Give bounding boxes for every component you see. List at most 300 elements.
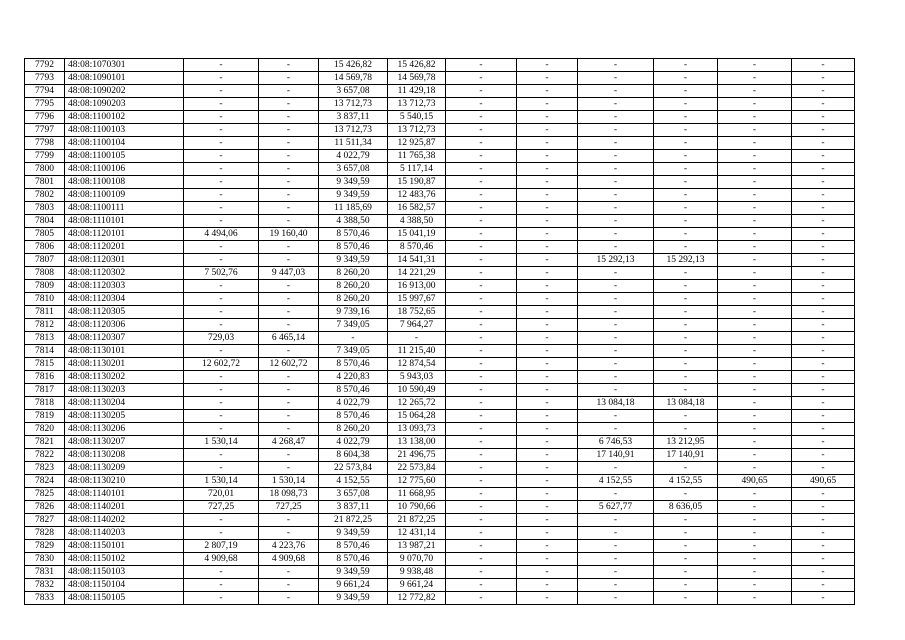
value-cell: - xyxy=(446,501,517,514)
value-cell: - xyxy=(654,540,718,553)
value-cell: 12 925,87 xyxy=(388,137,446,150)
value-cell: - xyxy=(792,397,855,410)
row-number-cell: 7818 xyxy=(25,397,65,410)
value-cell: - xyxy=(517,384,578,397)
value-cell: - xyxy=(259,98,319,111)
value-cell: - xyxy=(517,59,578,72)
row-number-cell: 7822 xyxy=(25,449,65,462)
table-row xyxy=(25,293,855,306)
value-cell: 15 292,13 xyxy=(654,254,718,267)
row-number-cell: 7814 xyxy=(25,345,65,358)
row-number-cell: 7800 xyxy=(25,163,65,176)
value-cell: 9 349,59 xyxy=(319,592,388,605)
row-number-cell: 7804 xyxy=(25,215,65,228)
cadastral-number-cell: 48:08:1130207 xyxy=(65,436,184,449)
value-cell: - xyxy=(578,514,654,527)
value-cell: - xyxy=(259,111,319,124)
value-cell: - xyxy=(517,228,578,241)
value-cell: - xyxy=(184,384,259,397)
value-cell: - xyxy=(446,410,517,423)
value-cell: - xyxy=(792,462,855,475)
value-cell: - xyxy=(446,306,517,319)
table-row xyxy=(25,436,855,449)
cadastral-number-cell: 48:08:1120303 xyxy=(65,280,184,293)
row-number-cell: 7808 xyxy=(25,267,65,280)
value-cell: - xyxy=(792,501,855,514)
value-cell: - xyxy=(718,137,792,150)
value-cell: - xyxy=(446,267,517,280)
value-cell: 21 496,75 xyxy=(388,449,446,462)
cadastral-number-cell: 48:08:1120304 xyxy=(65,293,184,306)
cadastral-number-cell: 48:08:1090202 xyxy=(65,85,184,98)
value-cell: - xyxy=(259,319,319,332)
cadastral-number-cell: 48:08:1150101 xyxy=(65,540,184,553)
value-cell: - xyxy=(517,202,578,215)
row-number-cell: 7792 xyxy=(25,59,65,72)
value-cell: 13 712,73 xyxy=(319,124,388,137)
cadastral-number-cell: 48:08:1110101 xyxy=(65,215,184,228)
value-cell: 13 712,73 xyxy=(388,124,446,137)
value-cell: - xyxy=(718,124,792,137)
table-row xyxy=(25,59,855,72)
value-cell: 8 570,46 xyxy=(319,358,388,371)
value-cell: 15 426,82 xyxy=(319,59,388,72)
value-cell: - xyxy=(718,371,792,384)
value-cell: - xyxy=(517,189,578,202)
value-cell: 3 657,08 xyxy=(319,488,388,501)
value-cell: - xyxy=(259,85,319,98)
value-cell: 12 874,54 xyxy=(388,358,446,371)
cadastral-number-cell: 48:08:1140203 xyxy=(65,527,184,540)
value-cell: - xyxy=(517,462,578,475)
table-row xyxy=(25,475,855,488)
value-cell: - xyxy=(259,371,319,384)
value-cell: - xyxy=(259,514,319,527)
cadastral-number-cell: 48:08:1100105 xyxy=(65,150,184,163)
value-cell: - xyxy=(259,163,319,176)
value-cell: - xyxy=(184,449,259,462)
value-cell: 8 570,46 xyxy=(319,410,388,423)
table-row xyxy=(25,202,855,215)
value-cell: - xyxy=(517,488,578,501)
value-cell: - xyxy=(517,319,578,332)
table-row xyxy=(25,371,855,384)
value-cell: - xyxy=(517,475,578,488)
value-cell: 9 070,70 xyxy=(388,553,446,566)
cadastral-number-cell: 48:08:1120307 xyxy=(65,332,184,345)
value-cell: - xyxy=(578,410,654,423)
row-number-cell: 7807 xyxy=(25,254,65,267)
value-cell: 11 429,18 xyxy=(388,85,446,98)
value-cell: 4 223,76 xyxy=(259,540,319,553)
value-cell: - xyxy=(446,449,517,462)
value-cell: - xyxy=(446,514,517,527)
table-row xyxy=(25,189,855,202)
value-cell: 9 447,03 xyxy=(259,267,319,280)
value-cell: - xyxy=(718,540,792,553)
value-cell: 3 657,08 xyxy=(319,85,388,98)
row-number-cell: 7833 xyxy=(25,592,65,605)
value-cell: - xyxy=(184,527,259,540)
value-cell: 8 260,20 xyxy=(319,280,388,293)
value-cell: 16 913,00 xyxy=(388,280,446,293)
table-row xyxy=(25,176,855,189)
row-number-cell: 7813 xyxy=(25,332,65,345)
value-cell: - xyxy=(446,423,517,436)
value-cell: - xyxy=(259,306,319,319)
value-cell: - xyxy=(578,566,654,579)
value-cell: - xyxy=(578,202,654,215)
value-cell: - xyxy=(718,241,792,254)
value-cell: - xyxy=(517,124,578,137)
value-cell: - xyxy=(792,449,855,462)
cadastral-number-cell: 48:08:1140101 xyxy=(65,488,184,501)
value-cell: - xyxy=(792,410,855,423)
table-row xyxy=(25,215,855,228)
value-cell: - xyxy=(654,215,718,228)
row-number-cell: 7806 xyxy=(25,241,65,254)
value-cell: 11 185,69 xyxy=(319,202,388,215)
cadastral-number-cell: 48:08:1130208 xyxy=(65,449,184,462)
value-cell: - xyxy=(654,189,718,202)
value-cell: - xyxy=(184,306,259,319)
row-number-cell: 7796 xyxy=(25,111,65,124)
cadastral-value-table xyxy=(24,58,855,605)
value-cell: 13 084,18 xyxy=(578,397,654,410)
table-row xyxy=(25,397,855,410)
value-cell: - xyxy=(446,540,517,553)
value-cell: - xyxy=(517,566,578,579)
value-cell: - xyxy=(578,553,654,566)
value-cell: - xyxy=(184,345,259,358)
cadastral-number-cell: 48:08:1100103 xyxy=(65,124,184,137)
value-cell: - xyxy=(654,280,718,293)
row-number-cell: 7802 xyxy=(25,189,65,202)
value-cell: - xyxy=(792,540,855,553)
value-cell: - xyxy=(259,137,319,150)
value-cell: 5 627,77 xyxy=(578,501,654,514)
value-cell: - xyxy=(718,59,792,72)
value-cell: - xyxy=(259,462,319,475)
value-cell: - xyxy=(792,267,855,280)
cadastral-number-cell: 48:08:1100108 xyxy=(65,176,184,189)
value-cell: - xyxy=(792,59,855,72)
cadastral-number-cell: 48:08:1090101 xyxy=(65,72,184,85)
value-cell: - xyxy=(654,306,718,319)
value-cell: - xyxy=(578,306,654,319)
value-cell: - xyxy=(654,332,718,345)
value-cell: - xyxy=(654,579,718,592)
table-row xyxy=(25,332,855,345)
value-cell: 5 540,15 xyxy=(388,111,446,124)
value-cell: - xyxy=(792,371,855,384)
value-cell: - xyxy=(184,514,259,527)
value-cell: - xyxy=(792,306,855,319)
value-cell: 8 604,38 xyxy=(319,449,388,462)
value-cell: - xyxy=(446,228,517,241)
value-cell: - xyxy=(654,592,718,605)
value-cell: 14 541,31 xyxy=(388,254,446,267)
value-cell: - xyxy=(654,423,718,436)
cadastral-number-cell: 48:08:1130101 xyxy=(65,345,184,358)
value-cell: - xyxy=(184,423,259,436)
value-cell: - xyxy=(446,137,517,150)
row-number-cell: 7830 xyxy=(25,553,65,566)
value-cell: - xyxy=(718,449,792,462)
value-cell: 8 260,20 xyxy=(319,423,388,436)
value-cell: 4 220,83 xyxy=(319,371,388,384)
value-cell: - xyxy=(184,202,259,215)
value-cell: - xyxy=(578,345,654,358)
value-cell: - xyxy=(517,358,578,371)
value-cell: 490,65 xyxy=(718,475,792,488)
table-row xyxy=(25,449,855,462)
cadastral-number-cell: 48:08:1130205 xyxy=(65,410,184,423)
value-cell: - xyxy=(578,267,654,280)
value-cell: - xyxy=(654,150,718,163)
value-cell: - xyxy=(718,72,792,85)
value-cell: 13 712,73 xyxy=(388,98,446,111)
table-row xyxy=(25,319,855,332)
value-cell: - xyxy=(517,98,578,111)
value-cell: - xyxy=(259,592,319,605)
value-cell: - xyxy=(718,579,792,592)
value-cell: - xyxy=(184,254,259,267)
value-cell: 22 573,84 xyxy=(319,462,388,475)
value-cell: 17 140,91 xyxy=(578,449,654,462)
value-cell: - xyxy=(654,137,718,150)
value-cell: 6 746,53 xyxy=(578,436,654,449)
row-number-cell: 7832 xyxy=(25,579,65,592)
value-cell: - xyxy=(654,124,718,137)
cadastral-number-cell: 48:08:1100106 xyxy=(65,163,184,176)
value-cell: 11 215,40 xyxy=(388,345,446,358)
value-cell: 21 872,25 xyxy=(388,514,446,527)
value-cell: - xyxy=(654,514,718,527)
row-number-cell: 7823 xyxy=(25,462,65,475)
value-cell: - xyxy=(259,397,319,410)
value-cell: 4 494,06 xyxy=(184,228,259,241)
value-cell: 2 807,19 xyxy=(184,540,259,553)
value-cell: 12 602,72 xyxy=(259,358,319,371)
row-number-cell: 7799 xyxy=(25,150,65,163)
value-cell: 8 570,46 xyxy=(388,241,446,254)
value-cell: - xyxy=(517,306,578,319)
value-cell: 720,01 xyxy=(184,488,259,501)
row-number-cell: 7831 xyxy=(25,566,65,579)
value-cell: - xyxy=(792,241,855,254)
table-row xyxy=(25,98,855,111)
value-cell: 9 661,24 xyxy=(388,579,446,592)
table-row xyxy=(25,579,855,592)
value-cell: - xyxy=(446,332,517,345)
value-cell: - xyxy=(654,241,718,254)
value-cell: - xyxy=(654,228,718,241)
value-cell: - xyxy=(792,579,855,592)
row-number-cell: 7803 xyxy=(25,202,65,215)
cadastral-number-cell: 48:08:1100102 xyxy=(65,111,184,124)
table-row xyxy=(25,592,855,605)
value-cell: - xyxy=(718,85,792,98)
value-cell: - xyxy=(718,163,792,176)
value-cell: - xyxy=(446,59,517,72)
value-cell: - xyxy=(578,228,654,241)
value-cell: 8 570,46 xyxy=(319,241,388,254)
value-cell: - xyxy=(578,371,654,384)
value-cell: - xyxy=(259,566,319,579)
row-number-cell: 7809 xyxy=(25,280,65,293)
value-cell: - xyxy=(792,72,855,85)
row-number-cell: 7811 xyxy=(25,306,65,319)
value-cell: - xyxy=(718,410,792,423)
value-cell: 9 661,24 xyxy=(319,579,388,592)
value-cell: - xyxy=(578,384,654,397)
table-row xyxy=(25,514,855,527)
value-cell: - xyxy=(578,124,654,137)
cadastral-number-cell: 48:08:1090203 xyxy=(65,98,184,111)
value-cell: - xyxy=(446,124,517,137)
value-cell: - xyxy=(446,319,517,332)
value-cell: 729,03 xyxy=(184,332,259,345)
value-cell: 7 502,76 xyxy=(184,267,259,280)
value-cell: - xyxy=(578,176,654,189)
value-cell: 12 431,14 xyxy=(388,527,446,540)
table-body xyxy=(25,59,855,605)
value-cell: - xyxy=(718,202,792,215)
cadastral-number-cell: 48:08:1150102 xyxy=(65,553,184,566)
value-cell: - xyxy=(446,579,517,592)
value-cell: - xyxy=(259,202,319,215)
value-cell: - xyxy=(792,150,855,163)
cadastral-number-cell: 48:08:1130209 xyxy=(65,462,184,475)
value-cell: - xyxy=(578,488,654,501)
value-cell: - xyxy=(446,462,517,475)
value-cell: 9 349,59 xyxy=(319,254,388,267)
value-cell: - xyxy=(517,215,578,228)
value-cell: - xyxy=(654,202,718,215)
value-cell: 15 997,67 xyxy=(388,293,446,306)
value-cell: 13 138,00 xyxy=(388,436,446,449)
value-cell: 1 530,14 xyxy=(184,436,259,449)
value-cell: - xyxy=(517,176,578,189)
value-cell: - xyxy=(654,371,718,384)
value-cell: 4 909,68 xyxy=(184,553,259,566)
value-cell: - xyxy=(578,85,654,98)
value-cell: - xyxy=(184,189,259,202)
value-cell: - xyxy=(792,488,855,501)
value-cell: 11 765,38 xyxy=(388,150,446,163)
row-number-cell: 7797 xyxy=(25,124,65,137)
value-cell: - xyxy=(184,241,259,254)
value-cell: - xyxy=(259,293,319,306)
value-cell: - xyxy=(578,423,654,436)
value-cell: - xyxy=(718,176,792,189)
value-cell: - xyxy=(517,137,578,150)
value-cell: 4 022,79 xyxy=(319,150,388,163)
value-cell: - xyxy=(259,59,319,72)
value-cell: - xyxy=(259,124,319,137)
value-cell: - xyxy=(718,592,792,605)
value-cell: - xyxy=(578,319,654,332)
value-cell: - xyxy=(446,85,517,98)
value-cell: - xyxy=(578,280,654,293)
value-cell: - xyxy=(446,163,517,176)
value-cell: - xyxy=(718,111,792,124)
value-cell: - xyxy=(184,176,259,189)
value-cell: 9 349,59 xyxy=(319,527,388,540)
value-cell: - xyxy=(792,85,855,98)
table-row xyxy=(25,163,855,176)
value-cell: 3 837,11 xyxy=(319,501,388,514)
value-cell: - xyxy=(184,85,259,98)
value-cell: - xyxy=(718,384,792,397)
value-cell: - xyxy=(446,176,517,189)
table-row xyxy=(25,540,855,553)
value-cell: - xyxy=(718,293,792,306)
value-cell: - xyxy=(578,215,654,228)
value-cell: - xyxy=(654,553,718,566)
value-cell: 4 909,68 xyxy=(259,553,319,566)
value-cell: 9 349,59 xyxy=(319,176,388,189)
row-number-cell: 7812 xyxy=(25,319,65,332)
value-cell: 13 084,18 xyxy=(654,397,718,410)
value-cell: - xyxy=(184,397,259,410)
value-cell: - xyxy=(718,436,792,449)
value-cell: - xyxy=(517,410,578,423)
value-cell: 15 190,87 xyxy=(388,176,446,189)
value-cell: - xyxy=(718,215,792,228)
cadastral-number-cell: 48:08:1130201 xyxy=(65,358,184,371)
value-cell: - xyxy=(578,150,654,163)
value-cell: - xyxy=(792,137,855,150)
value-cell: - xyxy=(517,254,578,267)
value-cell: - xyxy=(654,72,718,85)
value-cell: 6 465,14 xyxy=(259,332,319,345)
value-cell: - xyxy=(792,423,855,436)
value-cell: - xyxy=(792,124,855,137)
value-cell: 15 426,82 xyxy=(388,59,446,72)
value-cell: - xyxy=(184,579,259,592)
value-cell: - xyxy=(654,267,718,280)
row-number-cell: 7820 xyxy=(25,423,65,436)
value-cell: - xyxy=(578,98,654,111)
value-cell: - xyxy=(718,514,792,527)
value-cell: 7 349,05 xyxy=(319,345,388,358)
value-cell: - xyxy=(259,423,319,436)
table-row xyxy=(25,124,855,137)
row-number-cell: 7816 xyxy=(25,371,65,384)
value-cell: - xyxy=(792,566,855,579)
value-cell: - xyxy=(792,332,855,345)
cadastral-number-cell: 48:08:1130206 xyxy=(65,423,184,436)
value-cell: - xyxy=(578,592,654,605)
value-cell: - xyxy=(517,72,578,85)
value-cell: - xyxy=(517,267,578,280)
table-row xyxy=(25,501,855,514)
value-cell: - xyxy=(654,527,718,540)
cadastral-number-cell: 48:08:1120305 xyxy=(65,306,184,319)
cadastral-number-cell: 48:08:1120201 xyxy=(65,241,184,254)
value-cell: 4 152,55 xyxy=(319,475,388,488)
value-cell: 8 636,05 xyxy=(654,501,718,514)
cadastral-number-cell: 48:08:1130204 xyxy=(65,397,184,410)
row-number-cell: 7805 xyxy=(25,228,65,241)
value-cell: - xyxy=(718,228,792,241)
value-cell: - xyxy=(654,345,718,358)
row-number-cell: 7827 xyxy=(25,514,65,527)
value-cell: - xyxy=(718,306,792,319)
value-cell: 14 221,29 xyxy=(388,267,446,280)
